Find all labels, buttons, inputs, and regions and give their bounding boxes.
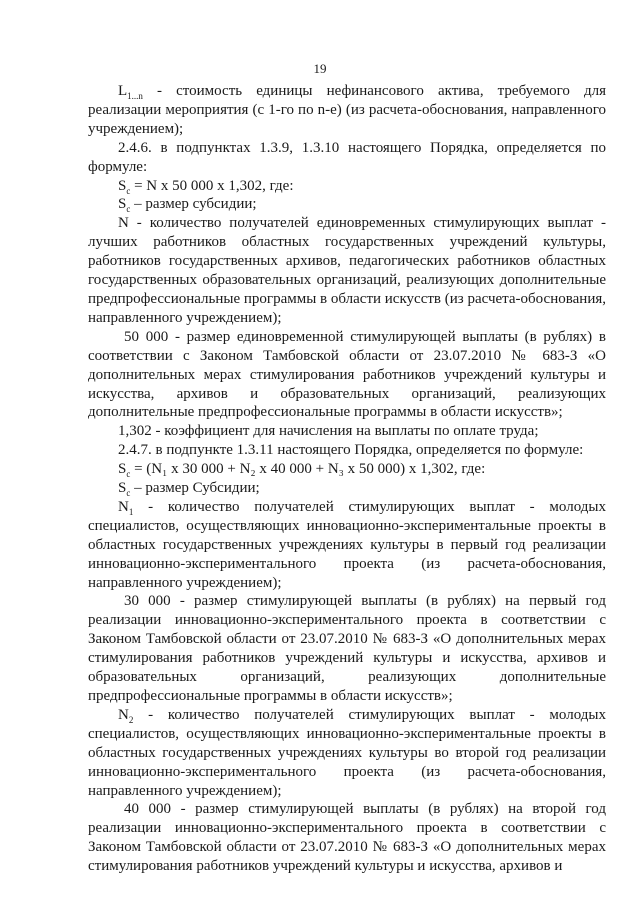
subscript: 2 (128, 714, 134, 725)
definition-paragraph (88, 706, 606, 801)
formula (88, 460, 606, 479)
subscript: c (126, 488, 131, 499)
definition-paragraph: 40 000 - размер стимулирующей выплаты (в рублях) на второй год реализации инновационно-экспериментального проекта в соответствии с Законом Тамбовской области от 23.07.2010 № 683-З «О дополнительных мерах стимулирования работников учреждений культуры и искусства, архивов и (88, 801, 606, 875)
formula-text: = (N₁ x 30 000 + N₂ x 40 000 + N₃ x 50 000) x 1,302, где: (130, 461, 486, 478)
definition-paragraph: N - количество получателей единовременных стимулирующих выплат - лучших работников областных государственных учреждений культуры, работников государственных архивов, педагогических работников областных государственных образовательных организаций, реализующих дополнительные предпрофессиональные программы в области искусств (из расчета-обоснования, направленного учреждением); (88, 215, 606, 326)
definition-paragraph (88, 479, 606, 498)
definition-paragraph (88, 195, 606, 214)
paragraph-text: - стоимость единицы нефинансового актива, требуемого для реализации мероприятия (с 1-го по n-е) (из расчета-обоснования, направленного учреждением); (88, 83, 606, 137)
subscript: 1...n (127, 91, 143, 101)
definition-paragraph: 50 000 - размер единовременной стимулирующей выплаты (в рублях) в соответствии с Законом Тамбовской области от 23.07.2010 № 683-З «О дополнительных мерах стимулирования работников учреждений культуры и искусства, архивов и образовательных организаций, реализующих дополнительные предпрофессиональные программы в области искусств»; (88, 328, 606, 421)
subscript: 1 (128, 506, 134, 517)
subscript: c (126, 469, 131, 480)
paragraph-text: – размер Субсидии; (130, 480, 260, 497)
definition-paragraph: 1,302 - коэффициент для начисления на выплаты по оплате труда; (118, 423, 539, 440)
paragraph-text: - количество получателей стимулирующих выплат - молодых специалистов, осуществляющих инновационно-экспериментальные проекты в областных государственных учреждениях культуры в первый год реализации инновационно-экспериментального проекта (из расчета-обоснования, направленного учреждением); (88, 498, 606, 591)
formula-text: = N x 50 000 x 1,302, где: (130, 177, 294, 194)
symbol: N (118, 706, 129, 723)
subscript: c (126, 204, 131, 215)
symbol: S (118, 480, 127, 497)
subscript: c (126, 185, 131, 196)
symbol: S (118, 461, 127, 478)
paragraph-text: – размер субсидии; (130, 196, 257, 213)
document-body (88, 82, 606, 876)
symbol: N (118, 498, 129, 515)
symbol: S (118, 196, 127, 213)
symbol: L (118, 83, 128, 99)
clause-paragraph: 2.4.7. в подпункте 1.3.11 настоящего Порядка, определяется по формуле: (118, 442, 584, 459)
formula (88, 177, 606, 196)
paragraph-text: - количество получателей стимулирующих выплат - молодых специалистов, осуществляющих инновационно-экспериментальные проекты в областных государственных учреждениях культуры во второй год реализации инновационно-экспериментального проекта (из расчета-обоснования, направленного учреждением); (88, 706, 606, 799)
definition-l-paragraph (88, 82, 606, 139)
definition-paragraph (88, 498, 606, 593)
clause-paragraph: 2.4.6. в подпунктах 1.3.9, 1.3.10 настоящего Порядка, определяется по формуле: (88, 139, 606, 175)
symbol: S (118, 177, 127, 194)
definition-paragraph: 30 000 - размер стимулирующей выплаты (в рублях) на первый год реализации инновационно-экспериментального проекта в соответствии с Законом Тамбовской области от 23.07.2010 № 683-З «О дополнительных мерах стимулирования работников учреждений культуры и искусства, архивов и образовательных организаций, реализующих дополнительные предпрофессиональные программы в области искусств»; (88, 593, 606, 704)
page-number: 19 (313, 61, 327, 76)
